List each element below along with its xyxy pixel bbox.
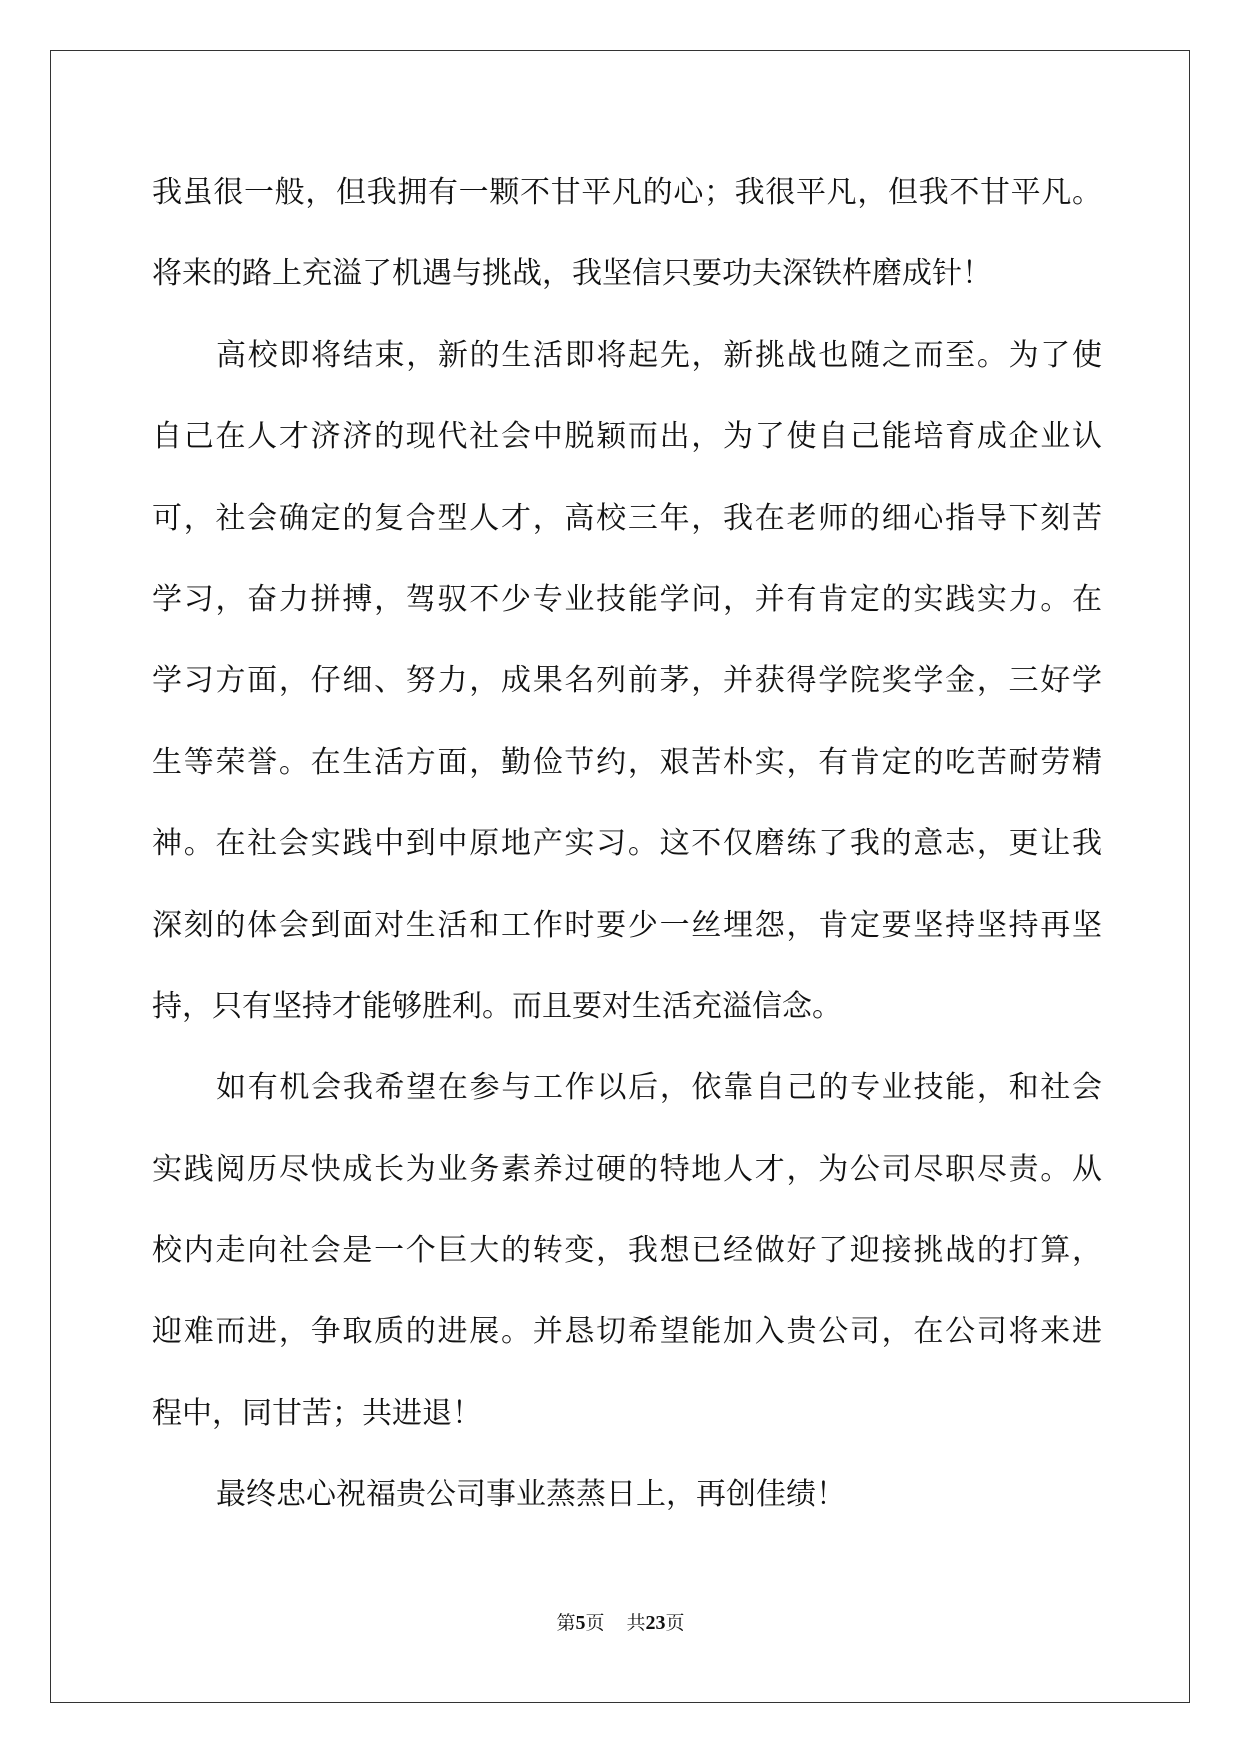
footer-page-suffix: 页 <box>585 1612 605 1634</box>
text-line: 迎难而进，争取质的进展。并恳切希望能加入贵公司，在公司将来进 <box>152 1314 1102 1350</box>
footer-total-pages: 23 <box>645 1612 666 1634</box>
page-footer <box>0 1608 1241 1635</box>
footer-total-suffix: 页 <box>665 1612 685 1634</box>
text-line: 校内走向社会是一个巨大的转变，我想已经做好了迎接挑战的打算， <box>152 1233 1102 1269</box>
text-line: 实践阅历尽快成长为业务素养过硬的特地人才，为公司尽职尽责。从 <box>152 1151 1102 1187</box>
text-line: 将来的路上充溢了机遇与挑战，我坚信只要功夫深铁杵磨成针！ <box>152 256 992 292</box>
text-line: 神。在社会实践中到中原地产实习。这不仅磨练了我的意志，更让我 <box>152 826 1102 862</box>
text-line: 可，社会确定的复合型人才，高校三年，我在老师的细心指导下刻苦 <box>152 500 1102 536</box>
text-line: 自己在人才济济的现代社会中脱颖而出，为了使自己能培育成企业认 <box>152 419 1102 455</box>
footer-total-prefix: 共 <box>626 1612 646 1634</box>
text-line: 深刻的体会到面对生活和工作时要少一丝埋怨，肯定要坚持坚持再坚 <box>152 907 1102 943</box>
footer-page-number: 5 <box>575 1612 586 1634</box>
text-line: 程中，同甘苦；共进退！ <box>152 1395 482 1431</box>
footer-page-prefix: 第 <box>556 1612 576 1634</box>
text-line: 生等荣誉。在生活方面，勤俭节约，艰苦朴实，有肯定的吃苦耐劳精 <box>152 744 1102 780</box>
text-line: 我虽很一般，但我拥有一颗不甘平凡的心；我很平凡，但我不甘平凡。 <box>152 175 1102 210</box>
paragraph-start-line: 如有机会我希望在参与工作以后，依靠自己的专业技能，和社会 <box>216 1070 1102 1106</box>
paragraph-start-line: 最终忠心祝福贵公司事业蒸蒸日上，再创佳绩！ <box>216 1477 846 1513</box>
text-line: 持，只有坚持才能够胜利。而且要对生活充溢信念。 <box>152 988 842 1024</box>
paragraph-start-line: 高校即将结束，新的生活即将起先，新挑战也随之而至。为了使 <box>216 337 1102 373</box>
document-body <box>152 152 1102 1536</box>
text-line: 学习方面，仔细、努力，成果名列前茅，并获得学院奖学金，三好学 <box>152 663 1102 699</box>
text-line: 学习，奋力拼搏，驾驭不少专业技能学问，并有肯定的实践实力。在 <box>152 581 1102 617</box>
